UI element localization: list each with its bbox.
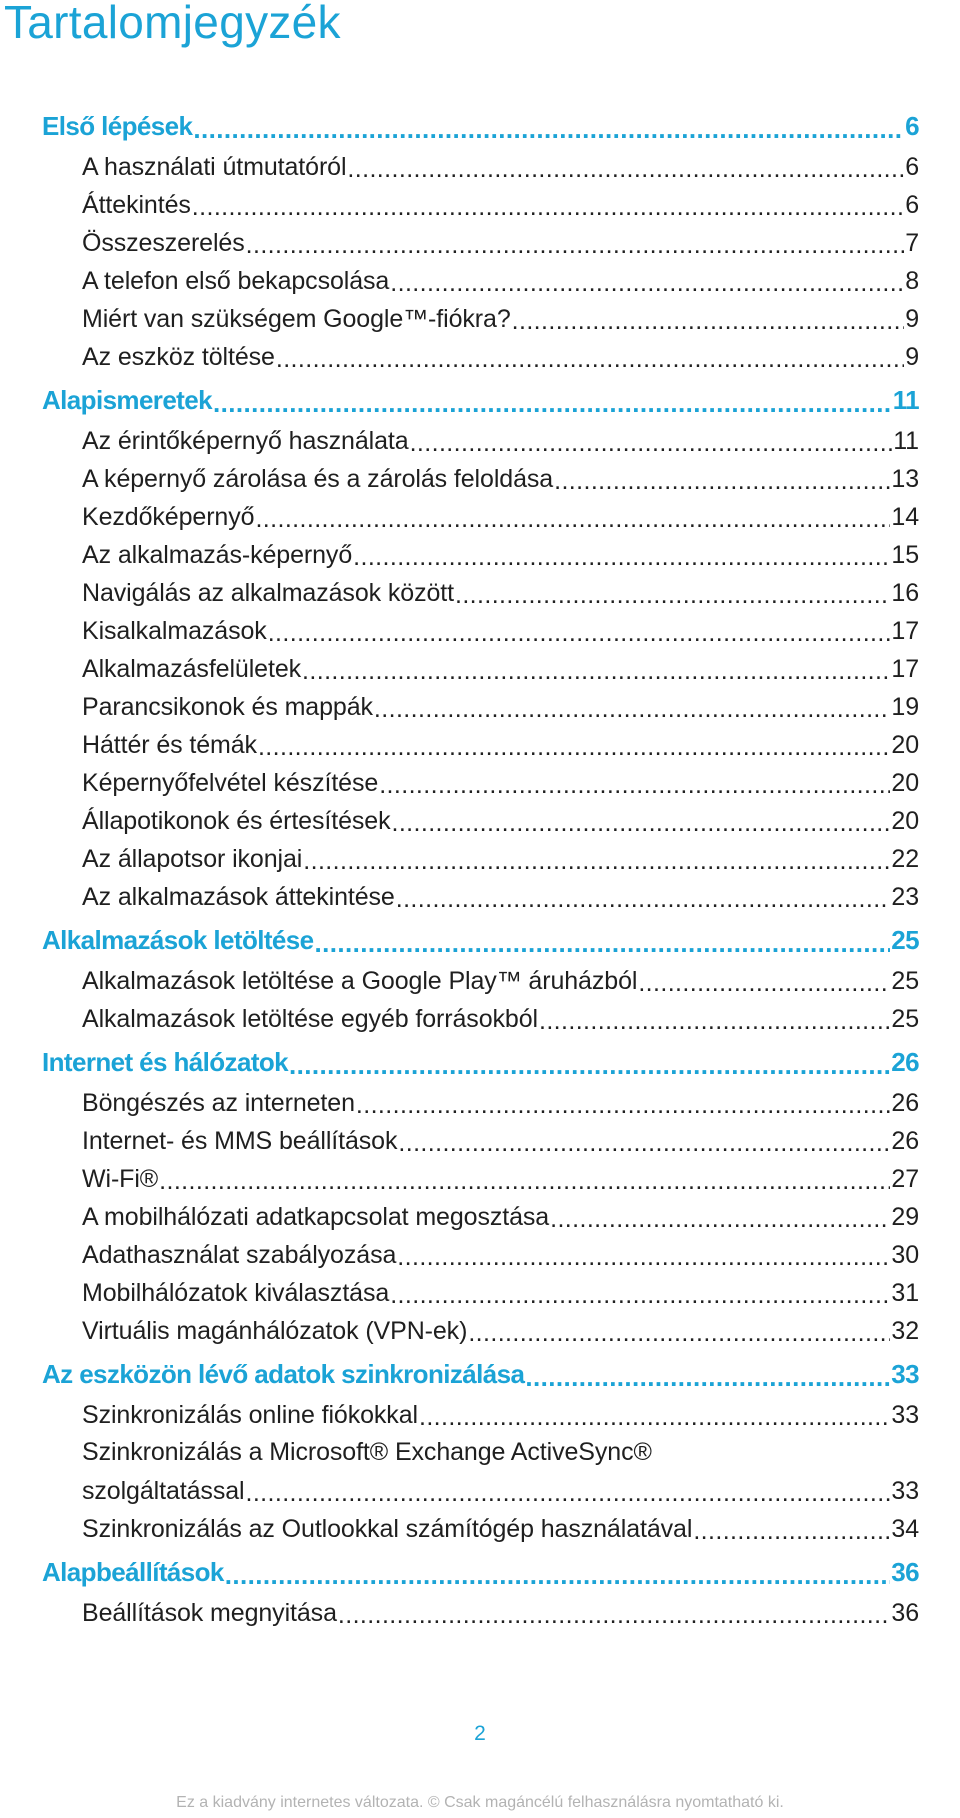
toc-entry-page: 31	[891, 1279, 919, 1307]
toc-section[interactable]	[0, 382, 960, 424]
toc-entry-page: 11	[893, 427, 919, 455]
toc-entry-page: 15	[891, 541, 919, 569]
dot-leader	[468, 1321, 890, 1346]
toc-entry-label: Az érintőképernyő használata	[82, 427, 409, 455]
table-of-contents	[0, 108, 960, 1634]
toc-entry[interactable]	[0, 1276, 960, 1314]
toc-entry-page: 14	[891, 503, 919, 531]
dot-leader	[225, 1562, 891, 1588]
toc-entry-label: Beállítások megnyitása	[82, 1599, 337, 1627]
dot-leader	[353, 545, 890, 570]
toc-entry[interactable]	[0, 1002, 960, 1040]
dot-leader	[347, 157, 904, 182]
toc-entry[interactable]	[0, 340, 960, 378]
toc-entry[interactable]	[0, 226, 960, 264]
toc-section-page: 36	[891, 1557, 919, 1587]
toc-entry[interactable]	[0, 1596, 960, 1634]
toc-entry[interactable]	[0, 264, 960, 302]
toc-entry-label: A telefon első bekapcsolása	[82, 267, 390, 295]
toc-entry-page: 25	[891, 967, 919, 995]
toc-entry-page: 6	[905, 153, 919, 181]
dot-leader	[638, 971, 890, 996]
toc-entry-label: Az állapotsor ikonjai	[82, 845, 303, 873]
dot-leader	[554, 469, 890, 494]
page-title: Tartalomjegyzék	[4, 0, 341, 48]
toc-entry-label: Szinkronizálás a Microsoft® Exchange ActiveSync®	[82, 1438, 652, 1466]
dot-leader	[455, 583, 890, 608]
toc-entry[interactable]	[0, 1238, 960, 1276]
toc-entry-page: 33	[891, 1401, 919, 1429]
toc-entry[interactable]	[0, 614, 960, 652]
toc-entry-page: 36	[891, 1599, 919, 1627]
dot-leader	[276, 347, 904, 372]
toc-entry-page: 23	[891, 883, 919, 911]
toc-entry-page: 22	[891, 845, 919, 873]
dot-leader	[397, 1245, 890, 1270]
toc-entry-label: Összeszerelés	[82, 229, 245, 257]
toc-entry-label-continued: szolgáltatással	[82, 1477, 245, 1505]
toc-section[interactable]	[0, 1554, 960, 1596]
toc-entry-page: 29	[891, 1203, 919, 1231]
toc-entry-label: Az eszköz töltése	[82, 343, 275, 371]
dot-leader	[379, 773, 890, 798]
dot-leader	[374, 697, 890, 722]
toc-entry-page: 32	[891, 1317, 919, 1345]
toc-entry[interactable]	[0, 500, 960, 538]
toc-entry-label: Alkalmazások letöltése egyéb forrásokból	[82, 1005, 538, 1033]
toc-entry[interactable]	[0, 1086, 960, 1124]
toc-entry[interactable]	[0, 728, 960, 766]
dot-leader	[391, 811, 890, 836]
toc-entry[interactable]	[0, 576, 960, 614]
toc-entry[interactable]	[0, 1398, 960, 1436]
toc-entry-label: Böngészés az interneten	[82, 1089, 355, 1117]
toc-entry-label: A mobilhálózati adatkapcsolat megosztása	[82, 1203, 550, 1231]
dot-leader	[258, 735, 890, 760]
dot-leader	[525, 1364, 890, 1390]
dot-leader	[193, 116, 904, 142]
toc-entry[interactable]	[0, 1162, 960, 1200]
toc-entry-label: Alkalmazásfelületek	[82, 655, 302, 683]
toc-entry-page: 26	[891, 1127, 919, 1155]
toc-entry-label: Navigálás az alkalmazások között	[82, 579, 454, 607]
dot-leader	[315, 930, 891, 956]
toc-section-page: 11	[892, 385, 919, 415]
dot-leader	[390, 271, 904, 296]
toc-entry-page: 27	[891, 1165, 919, 1193]
dot-leader	[512, 309, 905, 334]
toc-section[interactable]	[0, 108, 960, 150]
toc-entry[interactable]	[0, 302, 960, 340]
toc-entry[interactable]	[0, 150, 960, 188]
toc-entry[interactable]	[0, 652, 960, 690]
toc-entry-page: 30	[891, 1241, 919, 1269]
toc-entry-label: Áttekintés	[82, 191, 191, 219]
toc-entry-label: Az alkalmazások áttekintése	[82, 883, 395, 911]
toc-section-page: 25	[891, 925, 919, 955]
toc-entry-page: 6	[905, 191, 919, 219]
dot-leader	[246, 233, 905, 258]
dot-leader	[289, 1052, 890, 1078]
toc-entry[interactable]	[0, 1314, 960, 1352]
toc-entry[interactable]	[0, 538, 960, 576]
toc-section-title: Alapismeretek	[42, 385, 212, 415]
toc-entry-page: 20	[891, 807, 919, 835]
dot-leader	[303, 849, 890, 874]
toc-entry-label: Wi-Fi®	[82, 1165, 159, 1193]
toc-entry-label: A használati útmutatóról	[82, 153, 347, 181]
dot-leader	[419, 1405, 890, 1430]
toc-entry[interactable]	[0, 880, 960, 918]
toc-entry-page: 34	[891, 1515, 919, 1543]
toc-entry-page: 26	[891, 1089, 919, 1117]
toc-entry-label: Parancsikonok és mappák	[82, 693, 373, 721]
toc-entry-label: Miért van szükségem Google™-fiókra?	[82, 305, 511, 333]
dot-leader	[268, 621, 891, 646]
toc-entry-page: 19	[891, 693, 919, 721]
toc-entry-label: Az alkalmazás-képernyő	[82, 541, 353, 569]
toc-entry-page: 33	[891, 1477, 919, 1505]
toc-entry[interactable]	[0, 842, 960, 880]
toc-section-title: Internet és hálózatok	[42, 1047, 289, 1077]
toc-entry-page: 8	[905, 267, 919, 295]
toc-entry-page: 16	[891, 579, 919, 607]
toc-entry-label: Háttér és témák	[82, 731, 257, 759]
toc-entry-page: 13	[891, 465, 919, 493]
toc-entry-label: Kezdőképernyő	[82, 503, 255, 531]
toc-entry[interactable]	[0, 1200, 960, 1238]
toc-section-title: Első lépések	[42, 111, 193, 141]
dot-leader	[550, 1207, 890, 1232]
toc-entry[interactable]	[0, 188, 960, 226]
toc-entry-label: Állapotikonok és értesítések	[82, 807, 391, 835]
toc-section[interactable]	[0, 1044, 960, 1086]
toc-entry-label: Képernyőfelvétel készítése	[82, 769, 379, 797]
toc-section-page: 33	[891, 1359, 919, 1389]
toc-entry-page: 9	[905, 343, 919, 371]
toc-entry-label: Adathasználat szabályozása	[82, 1241, 397, 1269]
dot-leader	[245, 1481, 890, 1506]
toc-entry[interactable]	[0, 1436, 960, 1512]
dot-leader	[255, 507, 890, 532]
toc-entry[interactable]	[0, 690, 960, 728]
toc-section-title: Alkalmazások letöltése	[42, 925, 314, 955]
toc-entry-label: Alkalmazások letöltése a Google Play™ áruházból	[82, 967, 638, 995]
toc-entry[interactable]	[0, 462, 960, 500]
dot-leader	[396, 887, 891, 912]
toc-entry[interactable]	[0, 766, 960, 804]
dot-leader	[398, 1131, 890, 1156]
toc-entry[interactable]	[0, 1124, 960, 1162]
toc-entry[interactable]	[0, 424, 960, 462]
page-number: 2	[474, 1722, 486, 1745]
toc-entry-page: 7	[905, 229, 919, 257]
toc-entry-label: Kisalkalmazások	[82, 617, 267, 645]
dot-leader	[302, 659, 890, 684]
toc-entry-page: 17	[891, 655, 919, 683]
toc-entry[interactable]	[0, 964, 960, 1002]
dot-leader	[338, 1603, 891, 1628]
dot-leader	[410, 431, 893, 456]
toc-section[interactable]	[0, 1356, 960, 1398]
toc-section-page: 6	[905, 111, 919, 141]
toc-entry-page: 20	[891, 731, 919, 759]
toc-section-title: Az eszközön lévő adatok szinkronizálása	[42, 1359, 525, 1389]
toc-entry-label: Szinkronizálás online fiókokkal	[82, 1401, 418, 1429]
dot-leader	[213, 390, 892, 416]
dot-leader	[539, 1009, 890, 1034]
footer-note: Ez a kiadvány internetes változata. © Csak magáncélú felhasználásra nyomtatható ki.	[176, 1794, 784, 1811]
toc-entry-label: Virtuális magánhálózatok (VPN-ek)	[82, 1317, 468, 1345]
toc-section-page: 26	[891, 1047, 919, 1077]
toc-section[interactable]	[0, 922, 960, 964]
toc-entry-page: 25	[891, 1005, 919, 1033]
dot-leader	[390, 1283, 890, 1308]
dot-leader	[192, 195, 904, 220]
toc-entry-label: Internet- és MMS beállítások	[82, 1127, 398, 1155]
toc-entry-page: 20	[891, 769, 919, 797]
toc-entry[interactable]	[0, 804, 960, 842]
dot-leader	[356, 1093, 891, 1118]
dot-leader	[693, 1519, 890, 1544]
toc-section-title: Alapbeállítások	[42, 1557, 224, 1587]
toc-entry[interactable]	[0, 1512, 960, 1550]
dot-leader	[159, 1169, 890, 1194]
toc-entry-label: Szinkronizálás az Outlookkal számítógép használatával	[82, 1515, 693, 1543]
toc-entry-label: A képernyő zárolása és a zárolás feloldása	[82, 465, 554, 493]
toc-entry-page: 9	[905, 305, 919, 333]
toc-entry-label: Mobilhálózatok kiválasztása	[82, 1279, 390, 1307]
toc-entry-page: 17	[891, 617, 919, 645]
